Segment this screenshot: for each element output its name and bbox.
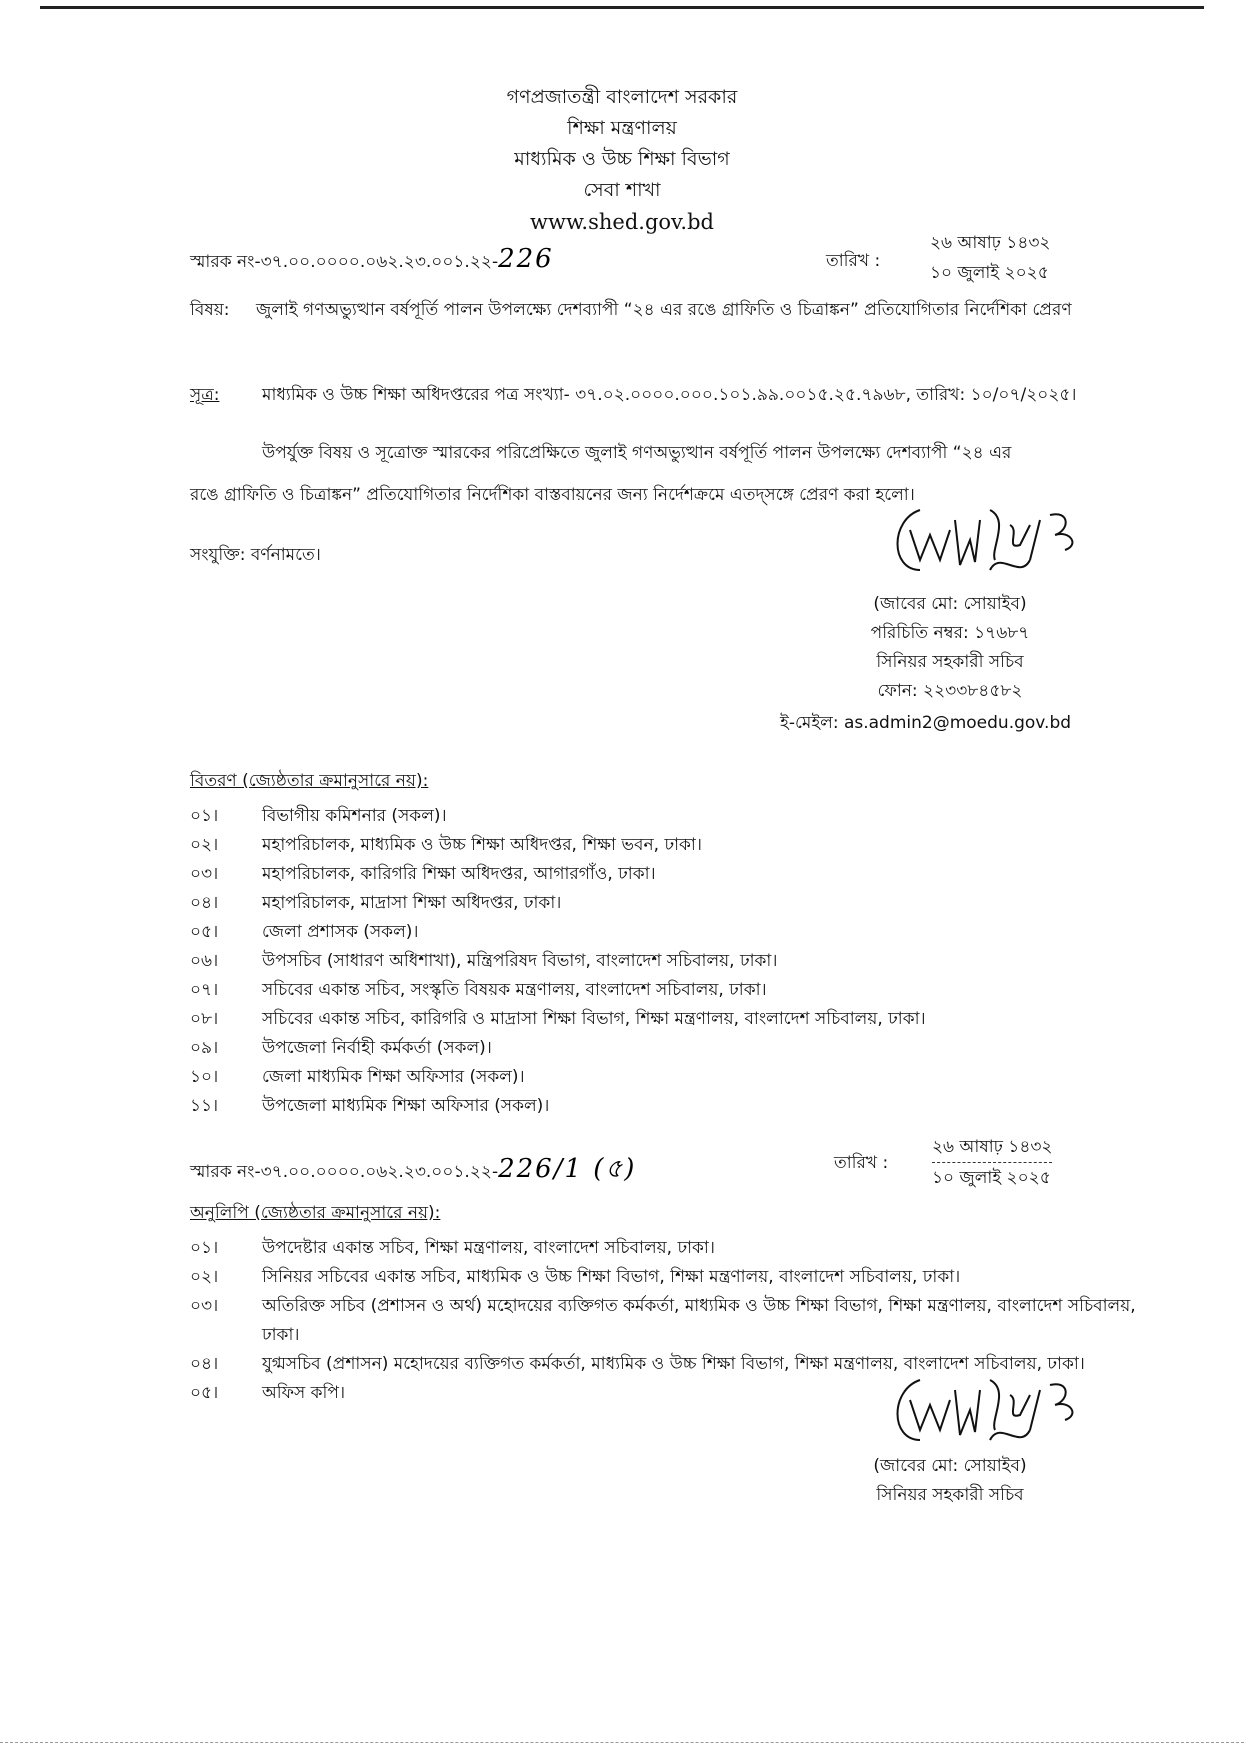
- signatory-1-id: পরিচিতি নম্বর: ১৭৬৮৭: [870, 623, 1030, 643]
- list-item: ০৯। উপজেলা নির্বাহী কর্মকর্তা (সকল)।: [190, 1038, 492, 1058]
- top-border-line: [40, 6, 1204, 9]
- signatory-2-block: [820, 1452, 1080, 1510]
- reference-text: মাধ্যমিক ও উচ্চ শিক্ষা অধিদপ্তরের পত্র সংখ্যা- ৩৭.০২.০০০০.০০০.১০১.৯৯.০০১৫.২৫.৭৯৬৮, তারিখ: ১০/০৭/২০২৫।: [262, 385, 1077, 405]
- list-item: ০৫। অফিস কপি।: [190, 1383, 346, 1403]
- subject-label: বিষয়:: [190, 300, 230, 320]
- memo-reference-prefix: স্মারক নং-৩৭.০০.০০০০.০৬২.২৩.০০১.২২-: [190, 252, 499, 272]
- list-item: ০২। মহাপরিচালক, মাধ্যমিক ও উচ্চ শিক্ষা অধিদপ্তর, শিক্ষা ভবন, ঢাকা।: [190, 835, 702, 855]
- body-line-1: উপর্যুক্ত বিষয় ও সূত্রোক্ত স্মারকের পরিপ্রেক্ষিতে জুলাই গণঅভ্যুত্থান বর্ষপূর্তি পালন উপলক্ষ্যে দেশব্যাপী “২৪ এর: [262, 443, 1012, 463]
- list-item: ০৪। মহাপরিচালক, মাদ্রাসা শিক্ষা অধিদপ্তর, ঢাকা।: [190, 893, 562, 913]
- copy-title: অনুলিপি (জ্যেষ্ঠতার ক্রমানুসারে নয়):: [190, 1203, 441, 1223]
- signatory-2-name: (জাবের মো: সোয়াইব): [873, 1456, 1027, 1476]
- header-ministry: শিক্ষা মন্ত্রণালয়: [567, 117, 677, 139]
- signatory-2-designation: সিনিয়র সহকারী সচিব: [876, 1485, 1024, 1505]
- header-division: মাধ্যমিক ও উচ্চ শিক্ষা বিভাগ: [514, 148, 730, 170]
- body-line-2: রঙে গ্রাফিতি ও চিত্রাঙ্কন” প্রতিযোগিতার নির্দেশিকা বাস্তবায়নের জন্য নির্দেশক্রমে এতদ্‌সঙ্গে প্রেরণ করা হলো।: [190, 485, 915, 505]
- distribution-title: বিতরণ (জ্যেষ্ঠতার ক্রমানুসারে নয়):: [190, 771, 429, 791]
- list-item: ০৬। উপসচিব (সাধারণ অধিশাখা), মন্ত্রিপরিষদ বিভাগ, বাংলাদেশ সচিবালয়, ঢাকা।: [190, 951, 778, 971]
- list-item: ০১। উপদেষ্টার একান্ত সচিব, শিক্ষা মন্ত্রণালয়, বাংলাদেশ সচিবালয়, ঢাকা।: [190, 1238, 715, 1258]
- header-branch: সেবা শাখা: [583, 179, 661, 201]
- list-item: ০৩। অতিরিক্ত সচিব (প্রশাসন ও অর্থ) মহোদয়ের ব্যক্তিগত কর্মকর্তা, মাধ্যমিক ও উচ্চ শিক্ষা বিভাগ, শিক্ষা মন্ত্রণালয়, বাংলাদেশ সচিবালয়, ঢাকা।: [190, 1296, 1136, 1345]
- list-item: ০৮। সচিবের একান্ত সচিব, কারিগরি ও মাদ্রাসা শিক্ষা বিভাগ, শিক্ষা মন্ত্রণালয়, বাংলাদেশ সচিবালয়, ঢাকা।: [190, 1009, 926, 1029]
- memo-2-reference: [190, 1148, 636, 1192]
- distribution-list: [190, 802, 1150, 1121]
- memo-2-reference-prefix: স্মারক নং-৩৭.০০.০০০০.০৬২.২৩.০০১.২২-: [190, 1162, 499, 1182]
- reference-label: সূত্র:: [190, 385, 220, 405]
- signatory-1-designation: সিনিয়র সহকারী সচিব: [876, 652, 1024, 672]
- memo-2-reference-handwritten: 226/1 (৫): [498, 1154, 637, 1184]
- list-item: ০৭। সচিবের একান্ত সচিব, সংস্কৃতি বিষয়ক মন্ত্রণালয়, বাংলাদেশ সচিবালয়, ঢাকা।: [190, 980, 767, 1000]
- memo-date-english: ১০ জুলাই ২০২৫: [930, 263, 1049, 283]
- memo-reference-handwritten: 226: [498, 244, 554, 274]
- memo-2-date-label: তারিখ :: [834, 1153, 889, 1173]
- attachment-note: সংযুক্তি: বর্ণনামতে।: [190, 545, 321, 565]
- header-govt: গণপ্রজাতন্ত্রী বাংলাদেশ সরকার: [506, 86, 738, 108]
- memo-date-label: তারিখ :: [826, 251, 881, 271]
- list-item: ০৪। যুগ্মসচিব (প্রশাসন) মহোদয়ের ব্যক্তিগত কর্মকর্তা, মাধ্যমিক ও উচ্চ শিক্ষা বিভাগ, শিক্ষা মন্ত্রণালয়, বাংলাদেশ সচিবালয়, ঢাকা।: [190, 1354, 1085, 1374]
- signature-1: [880, 490, 1100, 590]
- signatory-1-block: [800, 590, 1100, 706]
- list-item: ১১। উপজেলা মাধ্যমিক শিক্ষা অফিসার (সকল)।: [190, 1096, 550, 1116]
- list-item: ১০। জেলা মাধ্যমিক শিক্ষা অফিসার (সকল)।: [190, 1067, 525, 1087]
- header-website: www.shed.gov.bd: [530, 210, 714, 234]
- list-item: ০২। সিনিয়র সচিবের একান্ত সচিব, মাধ্যমিক ও উচ্চ শিক্ষা বিভাগ, শিক্ষা মন্ত্রণালয়, বাংলাদেশ সচিবালয়, ঢাকা।: [190, 1267, 961, 1287]
- signatory-1-phone: ফোন: ২২৩৩৮৪৫৮২: [877, 681, 1023, 701]
- memo-2-date-english: ১০ জুলাই ২০২৫: [932, 1168, 1051, 1188]
- bottom-border-line: [0, 1742, 1244, 1744]
- memo-2-date-bangla: ২৬ আষাঢ় ১৪৩২: [932, 1132, 1052, 1163]
- signature-2: [880, 1360, 1100, 1460]
- list-item: ০৫। জেলা প্রশাসক (সকল)।: [190, 922, 419, 942]
- memo-reference: [190, 244, 554, 277]
- subject: [190, 296, 1130, 325]
- signatory-1-name: (জাবের মো: সোয়াইব): [873, 594, 1027, 614]
- list-item: ০১। বিভাগীয় কমিশনার (সকল)।: [190, 806, 447, 826]
- letterhead: [0, 82, 1244, 238]
- signatory-1-email: ই-মেইল: as.admin2@moedu.gov.bd: [780, 713, 1072, 733]
- list-item: ০৩। মহাপরিচালক, কারিগরি শিক্ষা অধিদপ্তর, আগারগাঁও, ঢাকা।: [190, 864, 656, 884]
- memo-date-bangla: ২৬ আষাঢ় ১৪৩২: [930, 233, 1051, 253]
- subject-text: জুলাই গণঅভ্যুত্থান বর্ষপূর্তি পালন উপলক্ষ্যে দেশব্যাপী “২৪ এর রঙে গ্রাফিতি ও চিত্রাঙ্কন” প্রতিযোগিতার নির্দেশিকা প্রেরণ: [256, 300, 1072, 320]
- memo-2-date: [932, 1132, 1052, 1193]
- memo-date: [930, 228, 1050, 288]
